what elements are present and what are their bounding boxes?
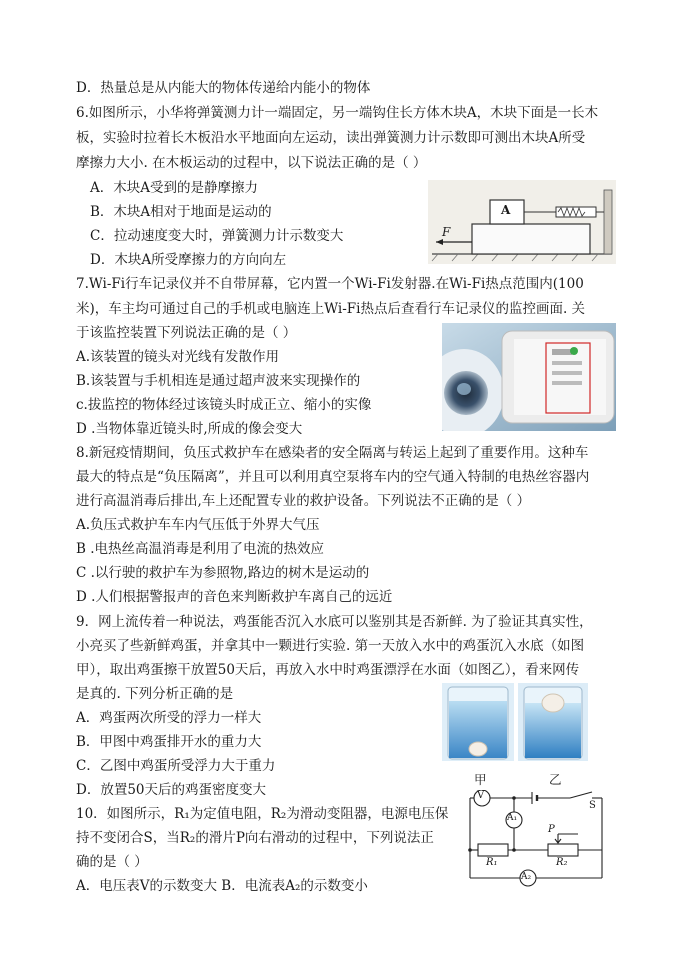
q10-circuit-figure xyxy=(462,790,612,888)
q6-option-b: B．木块A相对于地面是运动的 xyxy=(90,204,272,220)
q8-option-d: D .人们根据警报声的音色来判断救护车离自己的远近 xyxy=(76,589,393,605)
q10-options-ab: A．电压表V的示数变大 B．电流表A₂的示数变小 xyxy=(76,878,368,894)
q7-stem-line3: 于该监控装置下列说法正确的是（ ） xyxy=(76,325,297,341)
q10-r1-label: R₁ xyxy=(486,857,498,868)
q7-option-b: B.该装置与手机相连是通过超声波来实现操作的 xyxy=(76,373,361,389)
q8-option-a: A.负压式救护车车内气压低于外界大气压 xyxy=(76,517,320,533)
q7-option-a: A.该装置的镜头对光线有发散作用 xyxy=(76,349,280,365)
q6-friction-figure xyxy=(428,180,616,264)
q10-voltmeter-label: V xyxy=(477,790,485,801)
q8-option-c: C .以行驶的救护车为参照物,路边的树木是运动的 xyxy=(76,565,370,581)
q6-stem-line1: 6.如图所示，小华将弹簧测力计一端固定，另一端钩住长方体木块A，木块下面是一长木 xyxy=(76,105,599,121)
q6-option-c: C．拉动速度变大时，弹簧测力计示数变大 xyxy=(90,228,344,244)
q6-option-d: D．木块A所受摩擦力的方向向左 xyxy=(90,252,287,268)
q10-stem-line1: 10．如图所示，R₁为定值电阻，R₂为滑动变阻器，电源电压保 xyxy=(76,806,449,822)
q10-stem-line3: 确的是（ ） xyxy=(76,854,148,870)
q8-stem-line3: 进行高温消毒后排出,车上还配置专业的救护设备。下列说法不正确的是（ ） xyxy=(76,493,531,509)
q8-stem-line2: 最大的特点是“负压隔离”，并且可以利用真空泵将车内的空气通入特制的电热丝容器内 xyxy=(76,469,590,485)
q6-option-a: A．木块A受到的是静摩擦力 xyxy=(90,180,258,196)
q7-stem-line2: 米)，车主均可通过自己的手机或电脑连上Wi-Fi热点后查看行车记录仪的监控画面. 关 xyxy=(76,301,586,317)
q7-dashcam-photo xyxy=(442,323,616,431)
q8-stem-line1: 8.新冠疫情期间，负压式救护车在感染者的安全隔离与转运上起到了重要作用。这种车 xyxy=(76,445,589,461)
q9-caption-left: 甲 xyxy=(474,772,487,787)
q9-option-d: D．放置50天后的鸡蛋密度变大 xyxy=(76,782,267,798)
q10-ammeter1-label: A₁ xyxy=(507,813,518,823)
q7-option-d: D .当物体靠近镜头时,所成的像会变大 xyxy=(76,421,303,437)
q9-stem-line4: 是真的. 下列分析正确的是 xyxy=(76,686,234,702)
q6-force-label: F xyxy=(442,225,451,239)
q6-stem-line2: 板，实验时拉着长木板沿水平地面向左运动，读出弹簧测力计示数即可测出木块A所受 xyxy=(76,130,586,146)
q9-beaker-photo-left xyxy=(442,683,514,761)
q9-beaker-photo-right xyxy=(518,683,588,761)
q9-stem-line3: 甲），取出鸡蛋擦干放置50天后，再放入水中时鸡蛋漂浮在水面（如图乙），看来网传 xyxy=(76,662,580,678)
q9-option-b: B．甲图中鸡蛋排开水的重力大 xyxy=(76,734,262,750)
q9-stem-line2: 小亮买了些新鲜鸡蛋，并拿其中一颗进行实验. 第一天放入水中的鸡蛋沉入水底（如图 xyxy=(76,638,585,654)
q5-option-d: D．热量总是从内能大的物体传递给内能小的物体 xyxy=(76,80,371,96)
q7-option-c: c.拔监控的物体经过该镜头时成正立、缩小的实像 xyxy=(76,397,372,413)
q6-friction-diagram xyxy=(428,180,616,264)
q6-block-label: A xyxy=(501,203,511,217)
q9-stem-line1: 9．网上流传着一种说法，鸡蛋能否沉入水底可以鉴别其是否新鲜. 为了验证其真实性， xyxy=(76,614,593,630)
q10-slider-label: P xyxy=(548,824,555,835)
q9-caption-right: 乙 xyxy=(549,772,562,787)
dashcam-phone-image xyxy=(442,323,616,431)
q10-stem-line2: 持不变闭合S，当R₂的滑片P向右滑动的过程中，下列说法正 xyxy=(76,830,434,846)
q6-stem-line3: 摩擦力大小. 在木板运动的过程中，以下说法正确的是（ ） xyxy=(76,155,427,171)
q8-option-b: B .电热丝高温消毒是利用了电流的热效应 xyxy=(76,541,325,557)
beaker-egg-sunk-image xyxy=(442,683,514,761)
q7-stem-line1: 7.Wi-Fi行车记录仪并不自带屏幕，它内置一个Wi-Fi发射器.在Wi-Fi热点范围内(100 xyxy=(76,276,584,292)
q10-r2-label: R₂ xyxy=(556,857,568,868)
beaker-egg-floating-image xyxy=(518,683,588,761)
q10-switch-label: S xyxy=(589,800,596,811)
q10-ammeter2-label: A₂ xyxy=(521,872,532,882)
q9-option-a: A．鸡蛋两次所受的浮力一样大 xyxy=(76,710,262,726)
q9-option-c: C．乙图中鸡蛋所受浮力大于重力 xyxy=(76,758,276,774)
